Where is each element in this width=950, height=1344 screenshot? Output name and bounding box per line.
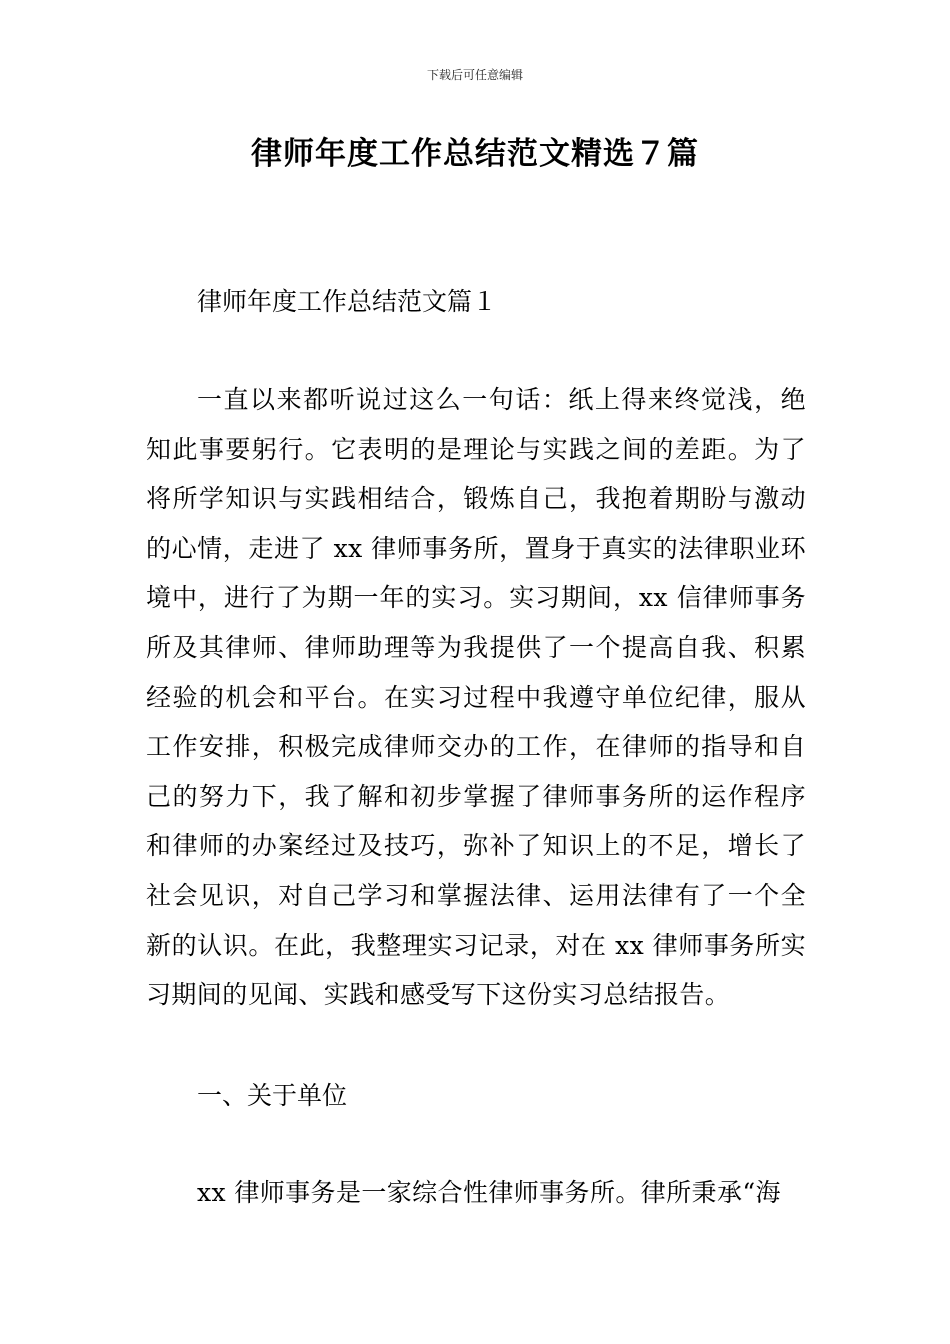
header-note: 下载后可任意编辑 — [426, 68, 523, 82]
intro-paragraph: 一直以来都听说过这么一句话：纸上得来终觉浅，绝知此事要躬行。它表明的是理论与实践之间的差距。为了将所学知识与实践相结合，锻炼自己，我抱着期盼与激动的心情，走进了 xx 律师事务所，置身于真实的法律职业环境中，进行了为期一年的实习。实习期间，xx 信律师事务所及其律师、律师助理等为我提供了一个提高自我、积累经验的机会和平台。在实习过程中我遵守单位纪律，服从工作安排，积极完成律师交办的工作，在律师的指导和自己的努力下，我了解和初步掌握了律师事务所的运作程序和律师的办案经过及技巧，弥补了知识上的不足，增长了社会见识，对自己学习和掌握法律、运用法律有了一个全新的认识。在此，我整理实习记录，对在 xx 律师事务所实习期间的见闻、实践和感受写下这份实习总结报告。 — [146, 385, 806, 1010]
firm-paragraph: xx 律师事务是一家综合性律师事务所。律所秉承“海 — [197, 1178, 781, 1207]
section-title: 律师年度工作总结范文篇１ — [197, 287, 498, 316]
document-title: 律师年度工作总结范文精选７篇 — [251, 136, 699, 172]
subheading-about-firm: 一、关于单位 — [197, 1081, 348, 1110]
